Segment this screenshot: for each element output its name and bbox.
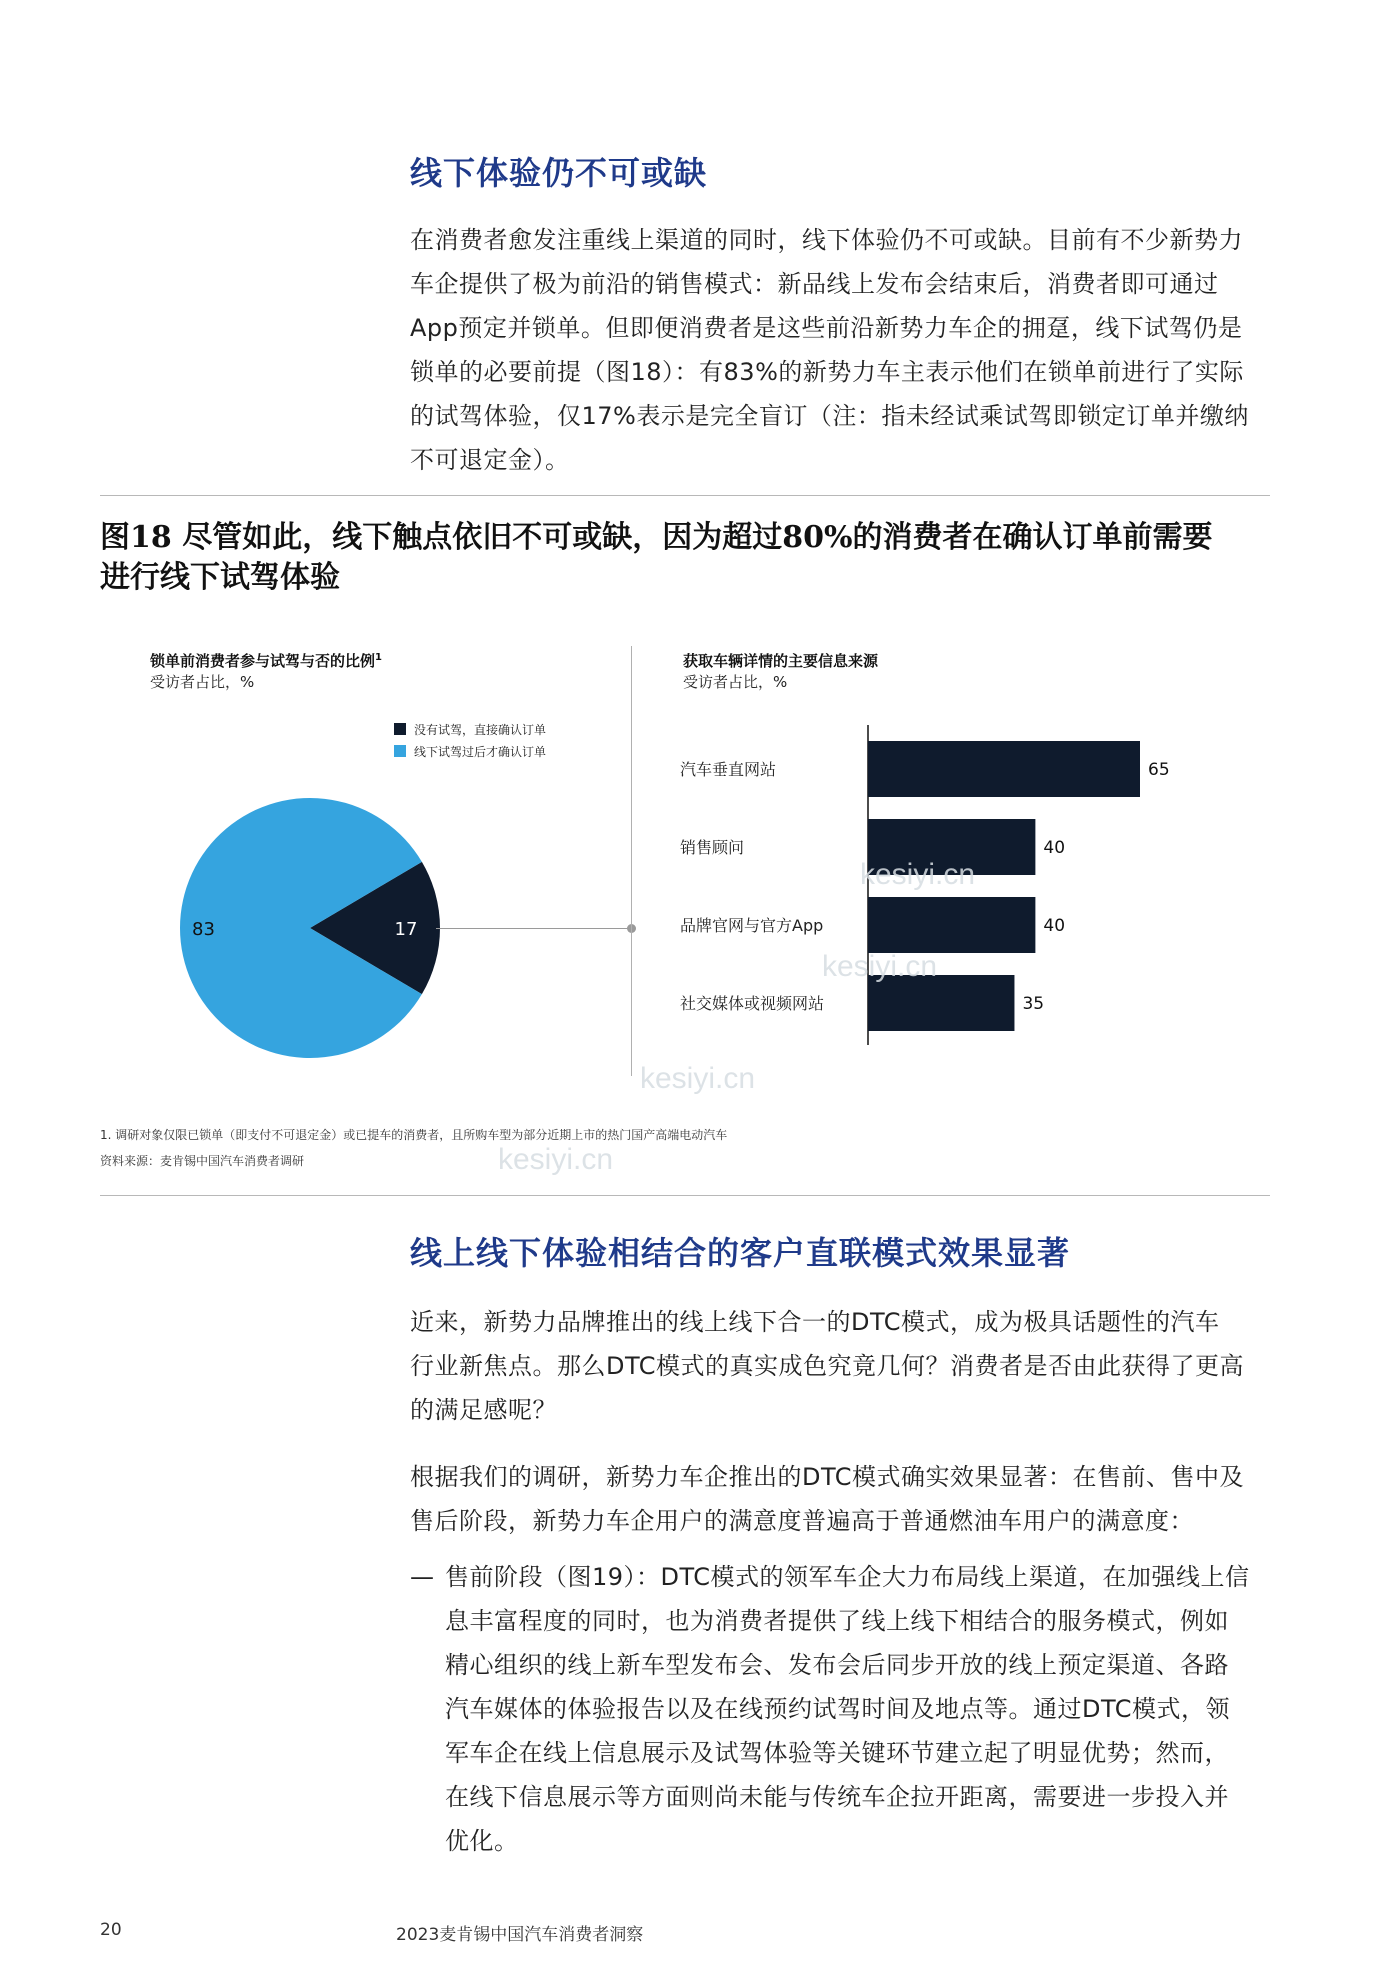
legend-swatch xyxy=(394,723,406,735)
pie-legend xyxy=(394,720,546,760)
bar xyxy=(868,897,1035,953)
footnote-marker: 1 xyxy=(375,652,382,663)
paragraph-line: 的满足感呢？ xyxy=(410,1396,557,1424)
paragraph-line: 售前阶段（图19）：DTC模式的领军车企大力布局线上渠道，在加强线上信 xyxy=(445,1563,1250,1591)
watermark: kesiyi.cn xyxy=(498,1143,614,1176)
bar-panel-header xyxy=(683,650,878,692)
watermark: kesiyi.cn xyxy=(822,950,938,983)
bar-value-label: 40 xyxy=(1043,916,1066,936)
pie-panel-title-wrap xyxy=(150,650,382,671)
bar-category-label: 品牌官网与官方App xyxy=(680,916,824,935)
bullet-paragraph xyxy=(445,1555,1270,1863)
bar-panel-subtitle: 受访者占比，% xyxy=(683,673,788,691)
publication-title: 2023麦肯锡中国汽车消费者洞察 xyxy=(396,1925,644,1945)
section-heading: 线上线下体验相结合的客户直联模式效果显著 xyxy=(410,1234,1071,1272)
paragraph-line: 售后阶段，新势力车企用户的满意度普遍高于普通燃油车用户的满意度： xyxy=(410,1507,1194,1535)
paragraph-line: 优化。 xyxy=(445,1827,519,1855)
connector-line xyxy=(436,928,632,929)
bar-panel-title: 获取车辆详情的主要信息来源 xyxy=(683,652,879,670)
divider xyxy=(100,1195,1270,1196)
paragraph-line: 不可退定金）。 xyxy=(410,446,570,474)
bar xyxy=(868,741,1140,797)
paragraph-line: App预定并锁单。但即便消费者是这些前沿新势力车企的拥趸，线下试驾仍是 xyxy=(410,314,1243,342)
legend-item xyxy=(394,720,546,738)
section1-paragraph xyxy=(410,218,1270,482)
figure-title xyxy=(100,518,1280,598)
legend-swatch xyxy=(394,745,406,757)
section-heading: 线下体验仍不可或缺 xyxy=(410,154,708,192)
legend-label: 线下试驾过后才确认订单 xyxy=(414,744,547,759)
bar-value-label: 40 xyxy=(1043,838,1066,858)
figure-source: 资料来源：麦肯锡中国汽车消费者调研 xyxy=(100,1154,305,1168)
section2-paragraph-1 xyxy=(410,1300,1270,1432)
bar-value-label: 35 xyxy=(1022,994,1045,1014)
paragraph-line: 的试驾体验，仅17%表示是完全盲订（注：指未经试乘试驾即锁定订单并缴纳 xyxy=(410,402,1249,430)
figure-title-line: 图18 尽管如此，线下触点依旧不可或缺，因为超过80%的消费者在确认订单前需要 xyxy=(100,520,1213,555)
watermark: kesiyi.cn xyxy=(860,858,976,891)
bullet-dash: — xyxy=(410,1563,435,1591)
pie-chart xyxy=(150,760,650,1080)
paragraph-line: 在消费者愈发注重线上渠道的同时，线下体验仍不可或缺。目前有不少新势力 xyxy=(410,226,1243,254)
paragraph-line: 锁单的必要前提（图18）：有83%的新势力车主表示他们在锁单前进行了实际 xyxy=(410,358,1244,386)
legend-label: 没有试驾，直接确认订单 xyxy=(414,722,547,737)
paragraph-line: 汽车媒体的体验报告以及在线预约试驾时间及地点等。通过DTC模式，领 xyxy=(445,1695,1230,1723)
paragraph-line: 车企提供了极为前沿的销售模式：新品线上发布会结束后，消费者即可通过 xyxy=(410,270,1219,298)
bar-value-label: 65 xyxy=(1148,760,1170,780)
bar-category-label: 汽车垂直网站 xyxy=(680,760,777,779)
legend-item xyxy=(394,742,546,760)
pie-panel-subtitle: 受访者占比，% xyxy=(150,673,255,691)
paragraph-line: 根据我们的调研，新势力车企推出的DTC模式确实效果显著：在售前、售中及 xyxy=(410,1463,1244,1491)
page-number: 20 xyxy=(100,1920,122,1940)
panel-divider xyxy=(631,646,632,1076)
watermark: kesiyi.cn xyxy=(640,1062,756,1095)
paragraph-line: 息丰富程度的同时，也为消费者提供了线上线下相结合的服务模式，例如 xyxy=(445,1607,1229,1635)
pie-value-label: 17 xyxy=(394,919,418,940)
section2-paragraph-2 xyxy=(410,1455,1270,1543)
bar-category-label: 社交媒体或视频网站 xyxy=(680,994,825,1013)
divider xyxy=(100,495,1270,496)
pie-panel-title: 锁单前消费者参与试驾与否的比例 xyxy=(150,652,376,670)
figure-title-line: 进行线下试驾体验 xyxy=(100,560,340,595)
pie-panel-header xyxy=(150,650,382,692)
paragraph-line: 行业新焦点。那么DTC模式的真实成色究竟几何？消费者是否由此获得了更高 xyxy=(410,1352,1244,1380)
paragraph-line: 军车企在线上信息展示及试驾体验等关键环节建立起了明显优势；然而， xyxy=(445,1739,1229,1767)
figure-footnote: 1. 调研对象仅限已锁单（即支付不可退定金）或已提车的消费者，且所购车型为部分近期上市的热门国产高端电动汽车 xyxy=(100,1128,728,1142)
paragraph-line: 近来，新势力品牌推出的线上线下合一的DTC模式，成为极具话题性的汽车 xyxy=(410,1308,1220,1336)
pie-value-label: 83 xyxy=(192,919,215,940)
bar-category-label: 销售顾问 xyxy=(680,838,745,857)
figure-notes xyxy=(100,1122,1270,1174)
paragraph-line: 在线下信息展示等方面则尚未能与传统车企拉开距离，需要进一步投入并 xyxy=(445,1783,1229,1811)
paragraph-line: 精心组织的线上新车型发布会、发布会后同步开放的线上预定渠道、各路 xyxy=(445,1651,1229,1679)
